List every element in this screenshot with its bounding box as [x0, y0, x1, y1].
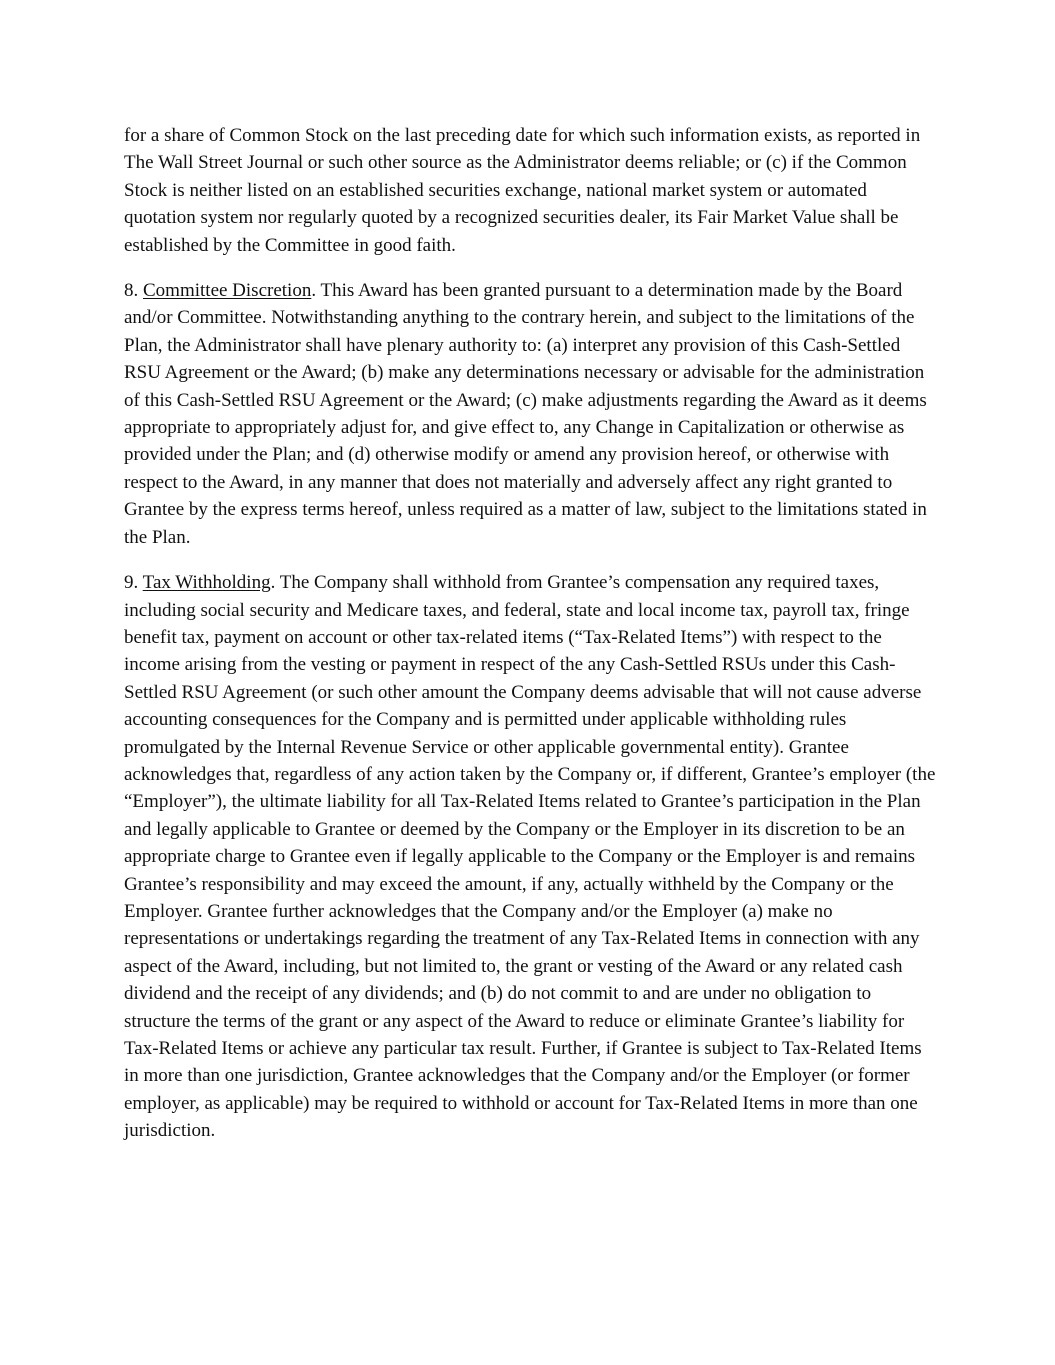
section-heading-tax-withholding: Tax Withholding — [142, 572, 271, 594]
paragraph-text: . This Award has been granted pursuant to a determination made by the Board and/or Committee. Notwithstanding anything to the contrary herein, and subject to the limitations of the Plan, the Administrator shall have plenary authority to: (a) interpret any provision of this Cash-Settled RSU Agreement or the Award; (b) make any determinations necessary or advisable for the administration of this Cash-Settled RSU Agreement or the Award; (c) make adjustments regarding the Award as it deems appropriate to appropriately adjust for, and give effect to, any Change in Capitalization or otherwise as provided under the Plan; and (d) otherwise modify or amend any provision hereof, or otherwise with respect to the Award, in any manner that does not materially and adversely affect any right granted to Grantee by the express terms hereof, unless required as a matter of law, subject to the limitations stated in the Plan. — [124, 280, 927, 548]
section-heading-committee-discretion: Committee Discretion — [143, 280, 312, 302]
paragraph-committee-discretion — [124, 277, 939, 551]
paragraph-text: for a share of Common Stock on the last preceding date for which such information exists, as reported in The Wall Street Journal or such other source as the Administrator deems reliable; or (c) if the Common Stock is neither listed on an established securities exchange, national market system or automated quotation system nor regularly quoted by a recognized securities dealer, its Fair Market Value shall be established by the Committee in good faith. — [124, 125, 921, 256]
section-number: 8. — [124, 280, 143, 302]
paragraph-fair-market-value-continued — [124, 122, 939, 259]
document-body — [124, 122, 939, 1163]
paragraph-text: . The Company shall withhold from Grantee’s compensation any required taxes, including social security and Medicare taxes, and federal, state and local income tax, payroll tax, fringe benefit tax, payment on account or other tax-related items (“Tax-Related Items”) with respect to the income arising from the vesting or payment in respect of the any Cash-Settled RSUs under this Cash-Settled RSU Agreement (or such other amount the Company deems advisable that will not cause adverse accounting consequences for the Company and is permitted under applicable withholding rules promulgated by the Internal Revenue Service or other applicable governmental entity). Grantee acknowledges that, regardless of any action taken by the Company or, if different, Grantee’s employer (the “Employer”), the ultimate liability for all Tax-Related Items related to Grantee’s participation in the Plan and legally applicable to Grantee or deemed by the Company or the Employer in its discretion to be an appropriate charge to Grantee even if legally applicable to the Company or the Employer is and remains Grantee’s responsibility and may exceed the amount, if any, actually withheld by the Company or the Employer. Grantee further acknowledges that the Company and/or the Employer (a) make no representations or undertakings regarding the treatment of any Tax-Related Items in connection with any aspect of the Award, including, but not limited to, the grant or vesting of the Award or any related cash dividend and the receipt of any dividends; and (b) do not commit to and are under no obligation to structure the terms of the grant or any aspect of the Award to reduce or eliminate Grantee’s liability for Tax-Related Items or achieve any particular tax result. Further, if Grantee is subject to Tax-Related Items in more than one jurisdiction, Grantee acknowledges that the Company and/or the Employer (or former employer, as applicable) may be required to withhold or account for Tax-Related Items in more than one jurisdiction. — [124, 572, 936, 1142]
section-number: 9. — [124, 572, 143, 594]
paragraph-tax-withholding — [124, 569, 939, 1145]
